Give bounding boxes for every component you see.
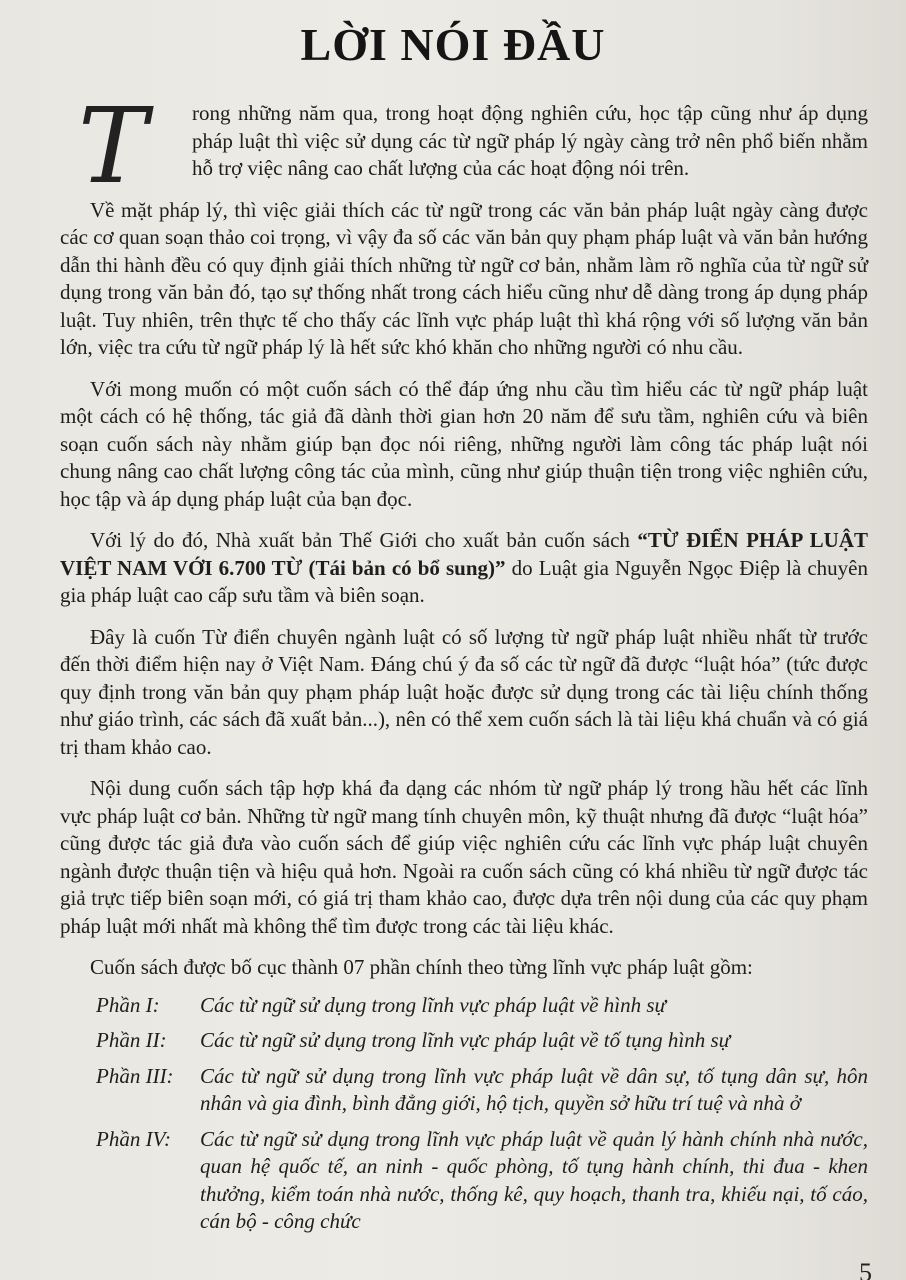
paragraph-4-after: do Luật gia Nguyễn Ngọc Điệp là chuyên gia pháp luật cao cấp sưu tầm và biên soạn.: [60, 555, 868, 607]
paragraph-6: Nội dung cuốn sách tập hợp khá đa dạng các nhóm từ ngữ pháp lý trong hầu hết các lĩnh vực pháp luật cơ bản. Những từ ngữ mang tính chuyên môn, kỹ thuật nhưng đã được “luật hóa” cũng được tác giả đưa vào cuốn sách để giúp việc nghiên cứu các lĩnh vực pháp luật chuyên ngành được thuận tiện và hiệu quả hơn. Ngoài ra cuốn sách cũng có khá nhiều từ ngữ được tác giả trực tiếp biên soạn mới, có giá trị tham khảo cao, được dựa trên nội dung của các quy phạm pháp luật mới nhất mà không thể tìm được trong các tài liệu khác.: [60, 776, 868, 938]
part-description: Các từ ngữ sử dụng trong lĩnh vực pháp luật về quản lý hành chính nhà nước, quan hệ quốc tế, an ninh - quốc phòng, tố tụng hành chính, thi đua - khen thưởng, kiểm toán nhà nước, thống kê, quy hoạch, thanh tra, khiếu nại, tố cáo, cán bộ - công chức: [200, 1126, 868, 1233]
parts-list: [60, 992, 868, 1236]
part-description: Các từ ngữ sử dụng trong lĩnh vực pháp luật về hình sự: [200, 992, 666, 1017]
part-label: Phần IV:: [96, 1126, 172, 1151]
part-label: Phần III:: [96, 1063, 174, 1088]
paragraph-2: Về mặt pháp lý, thì việc giải thích các từ ngữ trong các văn bản pháp luật ngày càng được các cơ quan soạn thảo coi trọng, vì vậy đa số các văn bản quy phạm pháp luật và văn bản hướng dẫn thi hành đều có quy định giải thích những từ ngữ cơ bản, nhằm làm rõ nghĩa của từ ngữ sử dụng trong văn bản đó, tạo sự thống nhất trong cách hiểu cũng như dễ dàng trong áp dụng pháp luật. Tuy nhiên, trên thực tế cho thấy các lĩnh vực pháp luật thì khá rộng với số lượng văn bản lớn, việc tra cứu từ ngữ pháp lý là hết sức khó khăn cho những người có nhu cầu.: [60, 197, 869, 359]
list-item: [60, 1063, 868, 1118]
list-item: [60, 992, 868, 1020]
list-item: [60, 1027, 868, 1055]
list-item: [60, 1126, 868, 1236]
page-number: 5: [859, 1258, 872, 1280]
book-title-bold: “TỪ ĐIỂN PHÁP LUẬT VIỆT NAM VỚI 6.700 TỪ (Tái bản có bổ sung)”: [60, 528, 869, 580]
paragraph-4-before: Với lý do đó, Nhà xuất bản Thế Giới cho xuất bản cuốn sách: [90, 528, 638, 552]
body-text: [60, 85, 869, 1244]
drop-cap-letter: T: [78, 85, 148, 207]
page-title: LỜI NÓI ĐẦU: [300, 19, 606, 70]
paragraph-3: Với mong muốn có một cuốn sách có thể đáp ứng nhu cầu tìm hiểu các từ ngữ pháp luật một cách có hệ thống, tác giả đã dành thời gian hơn 20 năm để sưu tầm, nghiên cứu và biên soạn cuốn sách này nhằm giúp bạn đọc nói riêng, những người làm công tác pháp luật nói chung nâng cao chất lượng công tác của mình, cũng như giúp thuận tiện trong việc nghiên cứu, học tập và áp dụng pháp luật của bạn đọc.: [60, 376, 868, 511]
part-description: Các từ ngữ sử dụng trong lĩnh vực pháp luật về dân sự, tố tụng dân sự, hôn nhân và gia đình, bình đẳng giới, hộ tịch, quyền sở hữu trí tuệ và nhà ở: [200, 1063, 868, 1115]
paragraph-intro: [60, 85, 868, 207]
part-label: Phần I:: [96, 992, 160, 1017]
list-intro: Cuốn sách được bố cục thành 07 phần chính theo từng lĩnh vực pháp luật gồm:: [90, 955, 753, 979]
paragraph-1-text: rong những năm qua, trong hoạt động nghiên cứu, học tập cũng như áp dụng pháp luật thì việc sử dụng các từ ngữ pháp lý ngày càng trở nên phổ biến nhằm hỗ trợ việc nâng cao chất lượng của các hoạt động nói trên.: [192, 101, 868, 180]
part-description: Các từ ngữ sử dụng trong lĩnh vực pháp luật về tố tụng hình sự: [200, 1028, 731, 1052]
paragraph-4: [60, 527, 868, 610]
paragraph-5: Đây là cuốn Từ điển chuyên ngành luật có số lượng từ ngữ pháp luật nhiều nhất từ trước đến thời điểm hiện nay ở Việt Nam. Đáng chú ý đa số các từ ngữ đã được “luật hóa” (tức được quy định trong văn bản quy phạm pháp luật hoặc được sử dụng trong các tài liệu chính thống như giáo trình, các sách đã xuất bản...), nên có thể xem cuốn sách là tài liệu khá chuẩn và có giá trị tham khảo cao.: [60, 624, 868, 759]
part-label: Phần II:: [96, 1028, 167, 1052]
